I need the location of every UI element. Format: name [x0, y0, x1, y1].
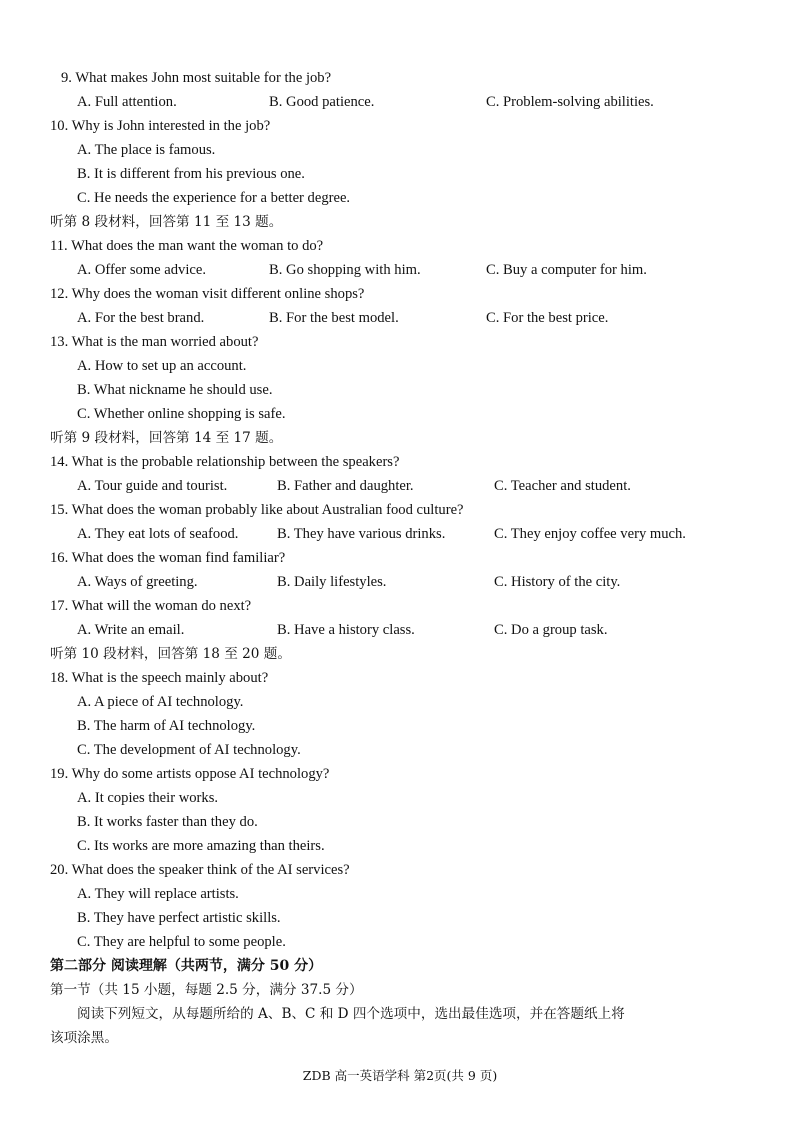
answer-option: C. Problem-solving abilities.	[486, 94, 654, 110]
question-text: 17. What will the woman do next?	[50, 598, 252, 614]
answer-option: B. Go shopping with him.	[269, 262, 421, 278]
question-line	[0, 762, 800, 786]
answer-option: B. It is different from his previous one.	[77, 166, 305, 182]
answer-option: C. Its works are more amazing than theirs.	[77, 838, 325, 854]
answer-option: A. The place is famous.	[77, 142, 216, 158]
section-instruction	[0, 978, 800, 1002]
question-text: 9. What makes John most suitable for the job?	[61, 70, 332, 86]
question-text: 16. What does the woman find familiar?	[50, 550, 286, 566]
instruction-text: 听第 8 段材料，回答第 11 至 13 题。	[50, 214, 283, 230]
answer-option: C. Buy a computer for him.	[486, 262, 647, 278]
question-line	[0, 66, 800, 90]
question-text: 10. Why is John interested in the job?	[50, 118, 271, 134]
instruction-text: 第一节（共 15 小题，每题 2.5 分，满分 37.5 分）	[50, 982, 363, 998]
answer-option: A. They eat lots of seafood.	[77, 526, 239, 542]
answer-option: B. They have various drinks.	[277, 526, 446, 542]
answer-option: A. Ways of greeting.	[77, 574, 198, 590]
question-line	[0, 546, 800, 570]
answer-options-row	[0, 810, 800, 834]
question-text: 12. Why does the woman visit different online shops?	[50, 286, 365, 302]
part-title	[0, 954, 800, 978]
question-line	[0, 234, 800, 258]
question-line	[0, 450, 800, 474]
directions-paragraph	[0, 1002, 800, 1026]
answer-option: A. Tour guide and tourist.	[77, 478, 228, 494]
answer-options-row	[0, 570, 800, 594]
answer-options-row	[0, 258, 800, 282]
answer-options-row	[0, 930, 800, 954]
answer-option: B. Good patience.	[269, 94, 375, 110]
answer-options-row	[0, 378, 800, 402]
answer-option: A. It copies their works.	[77, 790, 219, 806]
answer-options-row	[0, 306, 800, 330]
question-text: 11. What does the man want the woman to do?	[50, 238, 324, 254]
question-text: 18. What is the speech mainly about?	[50, 670, 269, 686]
page-footer: ZDB 高一英语学科 第2页(共 9 页)	[302, 1068, 498, 1083]
answer-option: A. For the best brand.	[77, 310, 205, 326]
answer-options-row	[0, 690, 800, 714]
answer-option: C. Do a group task.	[494, 622, 608, 638]
question-text: 14. What is the probable relationship between the speakers?	[50, 454, 400, 470]
answer-options-row	[0, 714, 800, 738]
answer-options-row	[0, 162, 800, 186]
answer-option: C. History of the city.	[494, 574, 621, 590]
answer-option: C. Whether online shopping is safe.	[77, 406, 286, 422]
answer-options-row	[0, 618, 800, 642]
question-line	[0, 114, 800, 138]
answer-option: C. They are helpful to some people.	[77, 934, 286, 950]
question-text: 13. What is the man worried about?	[50, 334, 259, 350]
question-line	[0, 858, 800, 882]
question-text: 20. What does the speaker think of the AI services?	[50, 862, 350, 878]
answer-option: B. What nickname he should use.	[77, 382, 273, 398]
answer-options-row	[0, 906, 800, 930]
section-instruction	[0, 426, 800, 450]
answer-option: A. They will replace artists.	[77, 886, 239, 902]
answer-options-row	[0, 138, 800, 162]
answer-option: B. The harm of AI technology.	[77, 718, 256, 734]
answer-option: A. Write an email.	[77, 622, 185, 638]
answer-options-row	[0, 90, 800, 114]
question-line	[0, 282, 800, 306]
answer-option: B. It works faster than they do.	[77, 814, 258, 830]
instruction-text: 听第 10 段材料，回答第 18 至 20 题。	[50, 646, 291, 662]
answer-option: A. How to set up an account.	[77, 358, 247, 374]
answer-option: A. A piece of AI technology.	[77, 694, 244, 710]
answer-options-row	[0, 354, 800, 378]
page-content	[0, 66, 800, 1050]
directions-text: 该项涂黑。	[50, 1030, 118, 1046]
answer-option: B. Father and daughter.	[277, 478, 414, 494]
question-line	[0, 594, 800, 618]
directions-paragraph-continued	[0, 1026, 800, 1050]
answer-options-row	[0, 474, 800, 498]
section-instruction	[0, 210, 800, 234]
answer-options-row	[0, 738, 800, 762]
directions-text: 阅读下列短文，从每题所给的 A、B、C 和 D 四个选项中，选出最佳选项，并在答题纸上将	[77, 1006, 625, 1022]
question-line	[0, 498, 800, 522]
question-text: 15. What does the woman probably like about Australian food culture?	[50, 502, 464, 518]
part-title-text: 第二部分 阅读理解（共两节，满分 50 分）	[50, 958, 323, 974]
answer-options-row	[0, 402, 800, 426]
answer-option: B. For the best model.	[269, 310, 399, 326]
answer-option: A. Offer some advice.	[77, 262, 206, 278]
answer-option: C. He needs the experience for a better degree.	[77, 190, 351, 206]
answer-option: C. For the best price.	[486, 310, 609, 326]
instruction-text: 听第 9 段材料，回答第 14 至 17 题。	[50, 430, 283, 446]
answer-option: B. Have a history class.	[277, 622, 415, 638]
answer-option: C. The development of AI technology.	[77, 742, 301, 758]
answer-options-row	[0, 834, 800, 858]
section-instruction	[0, 642, 800, 666]
question-text: 19. Why do some artists oppose AI technology?	[50, 766, 330, 782]
answer-options-row	[0, 882, 800, 906]
answer-option: B. Daily lifestyles.	[277, 574, 387, 590]
answer-options-row	[0, 786, 800, 810]
answer-option: C. They enjoy coffee very much.	[494, 526, 686, 542]
question-line	[0, 666, 800, 690]
answer-option: C. Teacher and student.	[494, 478, 631, 494]
question-line	[0, 330, 800, 354]
answer-options-row	[0, 186, 800, 210]
answer-option: B. They have perfect artistic skills.	[77, 910, 281, 926]
answer-option: A. Full attention.	[77, 94, 177, 110]
answer-options-row	[0, 522, 800, 546]
